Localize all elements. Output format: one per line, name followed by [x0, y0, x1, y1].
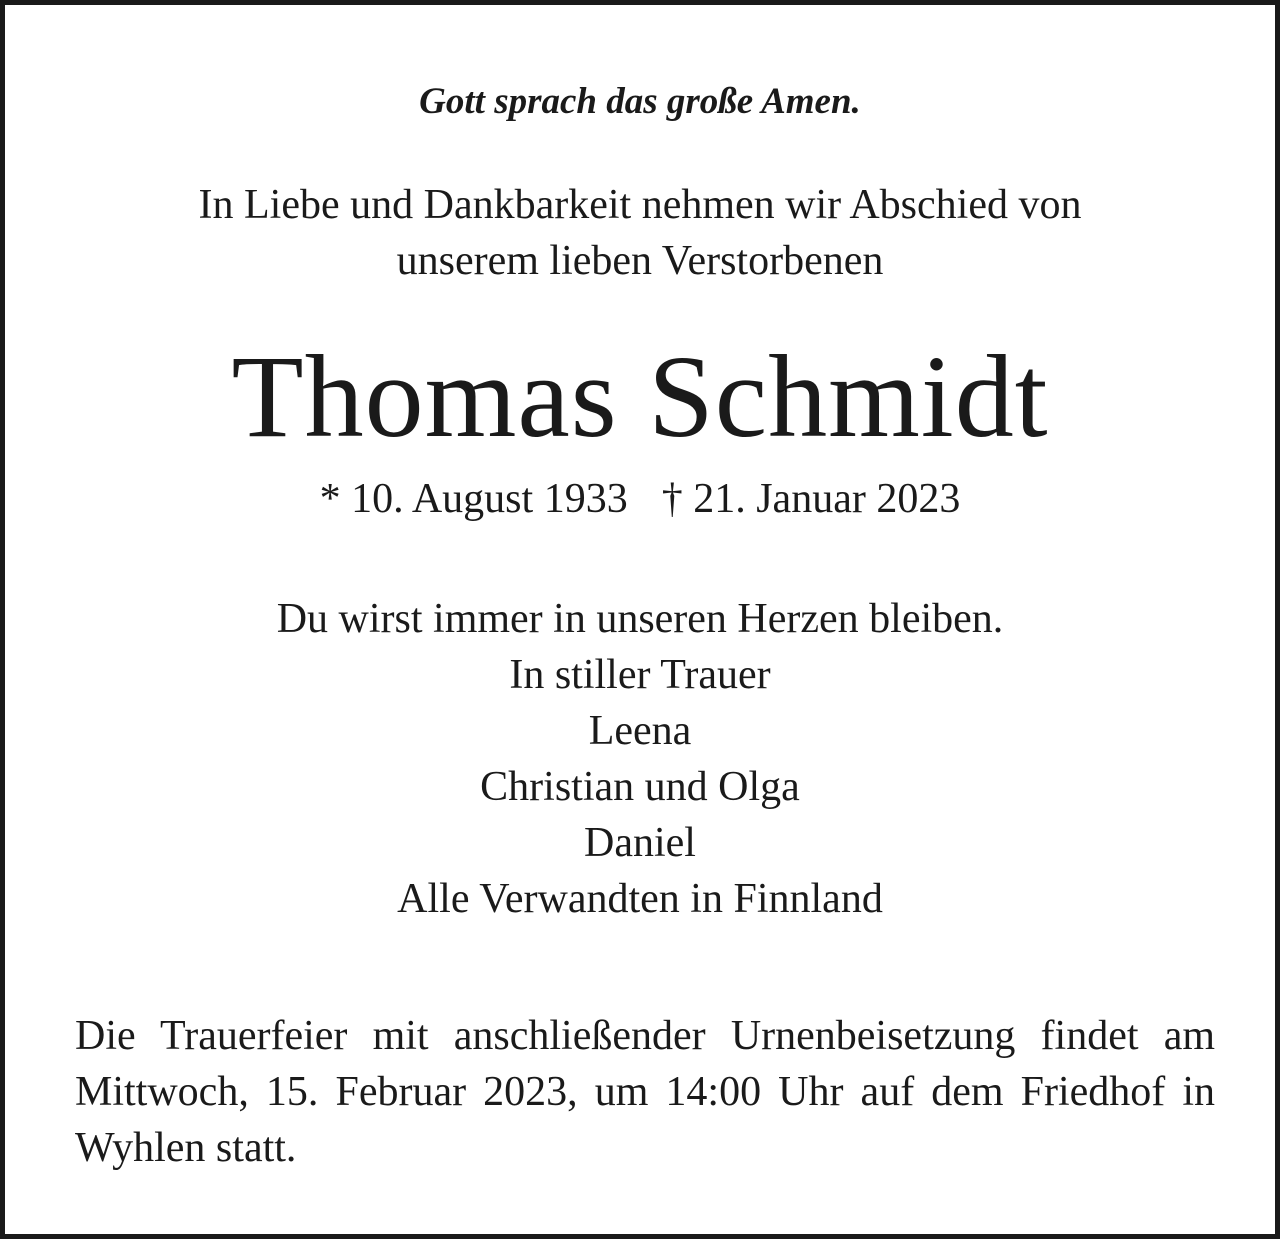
death-date: † 21. Januar 2023 [661, 476, 961, 522]
family-member: Alle Verwandten in Finnland [397, 876, 883, 922]
closing-line: In stiller Trauer [509, 652, 771, 698]
birth-date: * 10. August 1933 [319, 476, 628, 522]
intro-line-2: unserem lieben Verstorbenen [396, 238, 884, 284]
deceased-name: Thomas Schmidt [231, 331, 1049, 462]
family-member: Leena [588, 708, 692, 754]
mourners-list [5, 591, 1275, 927]
family-member: Christian und Olga [480, 764, 800, 810]
ceremony-notice: Die Trauerfeier mit anschließender Urnenbeisetzung findet am Mittwoch, 15. Februar 2023, um 14:00 Uhr auf dem Friedhof in Wyhlen statt. [75, 1013, 1215, 1171]
intro-line-1: In Liebe und Dankbarkeit nehmen wir Abschied von [198, 182, 1082, 228]
farewell-line: Du wirst immer in unseren Herzen bleiben. [276, 596, 1004, 642]
life-dates [5, 471, 1275, 527]
motto: Gott sprach das große Amen. [419, 81, 861, 122]
family-member: Daniel [584, 820, 696, 866]
intro-text [5, 177, 1275, 289]
